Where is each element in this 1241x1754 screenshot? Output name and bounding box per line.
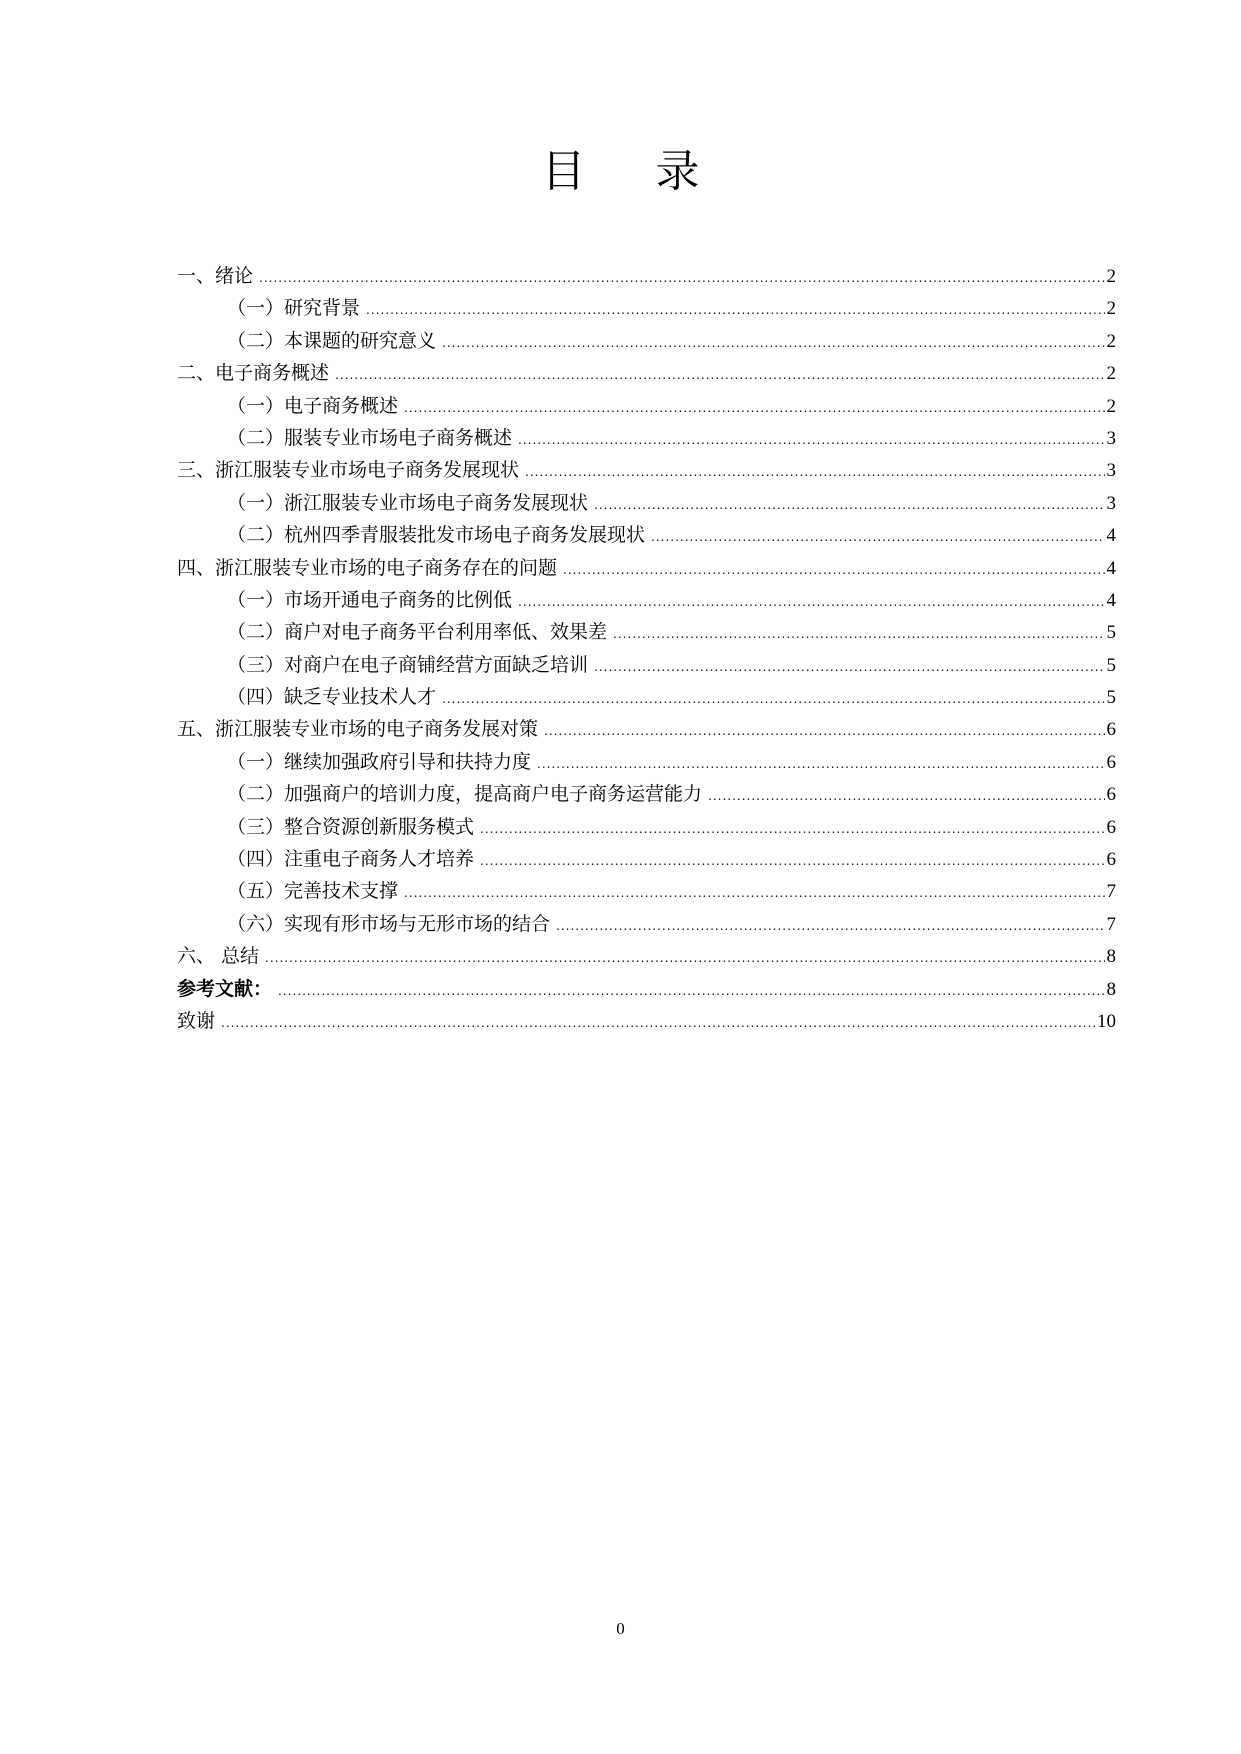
toc-dot-leader — [265, 942, 1104, 974]
toc-entry-label: （四）缺乏专业技术人才 — [227, 686, 437, 709]
table-of-contents — [177, 260, 1116, 1037]
toc-entry-label: （四）注重电子商务人才培养 — [227, 848, 475, 871]
toc-dot-leader — [556, 910, 1104, 942]
toc-dot-leader — [518, 586, 1104, 618]
toc-entry[interactable] — [177, 875, 1116, 907]
toc-entry-label: 四、浙江服装专业市场的电子商务存在的问题 — [177, 556, 558, 579]
toc-entry-label: （二）本课题的研究意义 — [227, 329, 437, 352]
toc-entry[interactable] — [177, 519, 1116, 551]
toc-dot-leader — [518, 424, 1104, 456]
toc-entry-label: 三、浙江服装专业市场电子商务发展现状 — [177, 459, 520, 482]
toc-dot-leader — [259, 262, 1104, 294]
toc-entry[interactable] — [177, 390, 1116, 422]
toc-dot-leader — [651, 521, 1104, 553]
toc-dot-leader — [442, 683, 1104, 715]
toc-entry[interactable] — [177, 616, 1116, 648]
toc-entry-page: 6 — [1106, 816, 1116, 838]
page-title: 目 录 — [541, 146, 728, 197]
toc-entry[interactable] — [177, 357, 1116, 389]
toc-entry-page: 2 — [1106, 330, 1116, 352]
toc-dot-leader — [613, 618, 1104, 650]
toc-entry[interactable] — [177, 1005, 1116, 1037]
toc-entry[interactable] — [177, 940, 1116, 972]
toc-entry-page: 5 — [1106, 687, 1116, 709]
toc-entry-page: 2 — [1106, 363, 1116, 385]
toc-entry-page: 3 — [1106, 427, 1116, 449]
toc-entry-label: （二）服装专业市场电子商务概述 — [227, 426, 513, 449]
toc-entry-label: （三）对商户在电子商铺经营方面缺乏培训 — [227, 653, 589, 676]
toc-entry-page: 4 — [1106, 589, 1116, 611]
toc-entry-label: 一、绪论 — [177, 265, 254, 287]
toc-dot-leader — [480, 845, 1104, 877]
toc-entry-page: 8 — [1106, 946, 1116, 968]
toc-entry-label: 致谢 — [177, 1009, 216, 1032]
toc-entry-page: 6 — [1106, 784, 1116, 806]
toc-entry-page: 7 — [1106, 913, 1116, 935]
toc-dot-leader — [537, 748, 1104, 780]
toc-entry[interactable] — [177, 454, 1116, 486]
toc-entry-label: 五、浙江服装专业市场的电子商务发展对策 — [177, 718, 539, 741]
toc-entry-label: （二）杭州四季青服装批发市场电子商务发展现状 — [227, 524, 646, 547]
toc-entry[interactable] — [177, 713, 1116, 745]
toc-entry[interactable] — [177, 552, 1116, 584]
toc-dot-leader — [708, 780, 1104, 812]
toc-entry-page: 2 — [1106, 395, 1116, 417]
toc-entry[interactable] — [177, 778, 1116, 810]
toc-entry[interactable] — [177, 973, 1116, 1005]
toc-dot-leader — [544, 715, 1104, 747]
toc-entry[interactable] — [177, 843, 1116, 875]
toc-entry-page: 10 — [1097, 1010, 1116, 1032]
toc-dot-leader — [563, 554, 1104, 586]
toc-entry-page: 8 — [1106, 978, 1116, 1000]
toc-entry-label: （五）完善技术支撑 — [227, 880, 399, 903]
toc-entry[interactable] — [177, 649, 1116, 681]
toc-entry-label: 参考文献： — [177, 977, 273, 1000]
toc-entry-label: （一）市场开通电子商务的比例低 — [227, 588, 513, 611]
toc-entry-label: 二、电子商务概述 — [177, 362, 330, 385]
toc-dot-leader — [594, 651, 1104, 683]
toc-entry[interactable] — [177, 908, 1116, 940]
toc-entry-label: （一）电子商务概述 — [227, 394, 399, 417]
toc-entry-page: 2 — [1106, 298, 1116, 320]
toc-entry[interactable] — [177, 584, 1116, 616]
toc-dot-leader — [278, 975, 1104, 1007]
toc-entry-page: 4 — [1106, 525, 1116, 547]
toc-entry[interactable] — [177, 746, 1116, 778]
toc-entry-page: 2 — [1106, 266, 1116, 287]
toc-dot-leader — [525, 456, 1104, 488]
toc-entry[interactable] — [177, 325, 1116, 357]
toc-entry-label: （一）浙江服装专业市场电子商务发展现状 — [227, 491, 589, 514]
toc-entry-label: （一）研究背景 — [227, 297, 361, 320]
toc-dot-leader — [335, 359, 1104, 391]
toc-entry-page: 6 — [1106, 751, 1116, 773]
page-number: 0 — [616, 1619, 625, 1638]
toc-entry-label: （三）整合资源创新服务模式 — [227, 815, 475, 838]
toc-entry[interactable] — [177, 292, 1116, 324]
toc-entry-page: 6 — [1106, 719, 1116, 741]
toc-entry[interactable] — [177, 487, 1116, 519]
toc-entry-label: （六）实现有形市场与无形市场的结合 — [227, 912, 551, 935]
toc-entry-label: （二）加强商户的培训力度，提高商户电子商务运营能力 — [227, 783, 703, 806]
toc-entry[interactable] — [177, 681, 1116, 713]
toc-entry[interactable] — [177, 811, 1116, 843]
toc-dot-leader — [480, 813, 1104, 845]
toc-entry-page: 3 — [1106, 492, 1116, 514]
toc-dot-leader — [442, 327, 1104, 359]
toc-entry[interactable] — [177, 422, 1116, 454]
toc-entry-page: 3 — [1106, 460, 1116, 482]
toc-entry[interactable] — [177, 260, 1116, 292]
toc-dot-leader — [221, 1007, 1095, 1039]
toc-dot-leader — [594, 489, 1104, 521]
toc-entry-page: 6 — [1106, 849, 1116, 871]
toc-dot-leader — [404, 877, 1104, 909]
toc-dot-leader — [404, 392, 1104, 424]
toc-entry-label: （一）继续加强政府引导和扶持力度 — [227, 750, 532, 773]
toc-entry-page: 5 — [1106, 654, 1116, 676]
toc-entry-page: 4 — [1106, 557, 1116, 579]
toc-entry-label: 六、 总结 — [177, 945, 260, 968]
toc-entry-label: （二）商户对电子商务平台利用率低、效果差 — [227, 621, 608, 644]
toc-entry-page: 5 — [1106, 622, 1116, 644]
toc-entry-page: 7 — [1106, 881, 1116, 903]
toc-dot-leader — [366, 294, 1104, 326]
